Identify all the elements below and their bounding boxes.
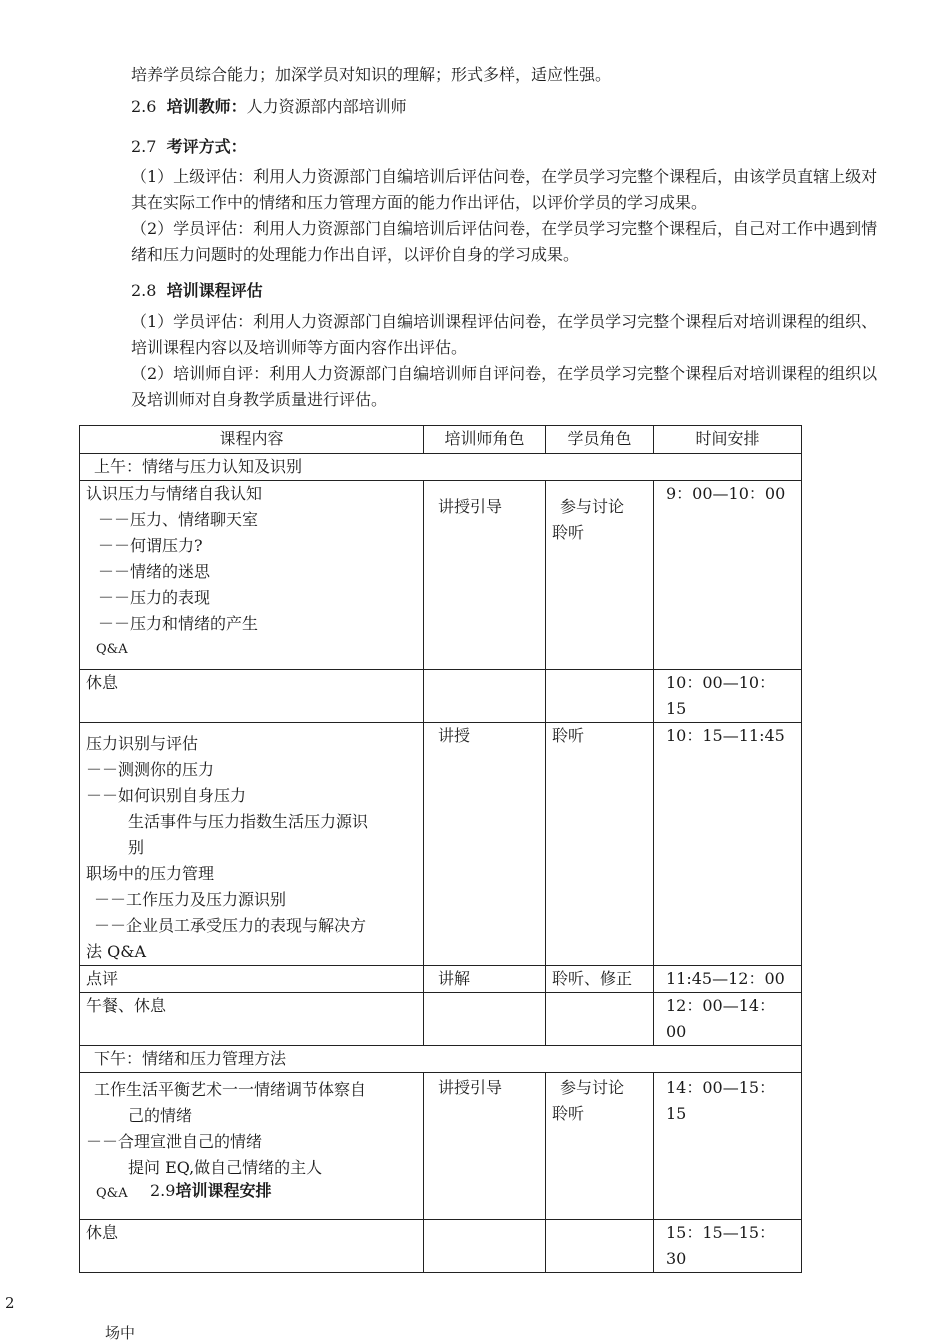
table-header-row — [80, 426, 802, 454]
table-row — [80, 723, 802, 966]
section-2-6-title: 培训教师： — [166, 97, 247, 116]
section-2-6 — [131, 94, 407, 117]
row3-line: －－测测你的压力 — [86, 760, 215, 779]
course-schedule-table — [79, 425, 802, 1273]
row1-line: －－何谓压力? — [98, 536, 203, 555]
pm-section-label: 下午：情绪和压力管理方法 — [80, 1046, 802, 1073]
row6-qa: Q&A — [96, 1186, 128, 1201]
section-2-9-heading — [150, 1178, 271, 1201]
row1-line: 认识压力与情绪自我认知 — [86, 484, 263, 503]
row6-line: 提问 EQ,做自己情绪的主人 — [128, 1158, 323, 1177]
section-2-7-heading — [131, 134, 247, 157]
row4-content: 点评 — [80, 966, 424, 993]
row3-student: 聆听 — [546, 723, 654, 966]
section-2-8-title: 培训课程评估 — [166, 281, 263, 300]
section-2-8-paragraph-1: （1）学员评估：利用人力资源部门自编培训课程评估问卷，在学员学习完整个课程后对培训课程的组织、培训课程内容以及培训师等方面内容作出评估。 — [131, 312, 878, 357]
row2-time: 10：00—10：15 — [654, 670, 802, 723]
row6-line: 工作生活平衡艺术一一情绪调节体察自 — [94, 1080, 367, 1099]
section-2-7-number: 2.7 — [131, 137, 157, 156]
table-row — [80, 481, 802, 670]
am-section-label: 上午：情绪与压力认知及识别 — [80, 454, 802, 481]
row7-content: 休息 — [80, 1220, 424, 1273]
section-2-9-title: 培训课程安排 — [175, 1181, 272, 1200]
row1-line: －－压力、情绪聊天室 — [98, 510, 259, 529]
row6-trainer: 讲授引导 — [424, 1073, 546, 1220]
section-2-7-title: 考评方式： — [166, 137, 247, 156]
row7-time: 15：15—15：30 — [654, 1220, 802, 1273]
header-student-role: 学员角色 — [546, 426, 654, 454]
table-row — [80, 966, 802, 993]
row2-content: 休息 — [80, 670, 424, 723]
table-section-row — [80, 1046, 802, 1073]
row3-line: －－如何识别自身压力 — [86, 786, 247, 805]
row3-line: 压力识别与评估 — [86, 734, 199, 753]
section-2-8-paragraph-2: （2）培训师自评：利用人力资源部门自编培训师自评问卷，在学员学习完整个课程后对培训课程的组织以及培训师对自身教学质量进行评估。 — [131, 364, 878, 409]
row1-trainer: 讲授引导 — [424, 481, 546, 670]
footer-text: 场中 — [105, 1324, 136, 1342]
row5-time: 12：00—14：00 — [654, 993, 802, 1046]
row1-student-2: 聆听 — [552, 523, 585, 542]
table-row — [80, 670, 802, 723]
header-content: 课程内容 — [80, 426, 424, 454]
row6-student — [546, 1073, 654, 1220]
table-row — [80, 993, 802, 1046]
row6-line: －－合理宣泄自己的情绪 — [86, 1132, 263, 1151]
row1-student — [546, 481, 654, 670]
row3-line: －－企业员工承受压力的表现与解决方 — [94, 916, 367, 935]
row1-time: 9：00—10：00 — [654, 481, 802, 670]
row1-qa: Q&A — [96, 642, 128, 657]
row1-line: －－压力和情绪的产生 — [98, 614, 259, 633]
intro-paragraph-end: 培养学员综合能力；加深学员对知识的理解；形式多样，适应性强。 — [131, 65, 612, 84]
row6-line: 己的情绪 — [128, 1106, 193, 1125]
section-2-6-text: 人力资源部内部培训师 — [246, 97, 407, 116]
row4-time: 11:45—12：00 — [654, 966, 802, 993]
row6-student-2: 聆听 — [552, 1104, 585, 1123]
row1-line: －－情绪的迷思 — [98, 562, 211, 581]
page-number: 2 — [5, 1294, 15, 1312]
row3-content — [80, 723, 424, 966]
section-2-7-paragraph-1: （1）上级评估：利用人力资源部门自编培训后评估问卷，在学员学习完整个课程后，由该学员直辖上级对其在实际工作中的情绪和压力管理方面的能力作出评估，以评价学员的学习成果。 — [131, 167, 878, 212]
table-section-row — [80, 454, 802, 481]
row3-line: 生活事件与压力指数生活压力源识 — [128, 812, 369, 831]
row3-line: 职场中的压力管理 — [86, 864, 215, 883]
row1-student-1: 参与讨论 — [560, 497, 625, 516]
row6-time: 14：00—15：15 — [654, 1073, 802, 1220]
table-row — [80, 1220, 802, 1273]
section-2-6-number: 2.6 — [131, 97, 157, 116]
row1-line: －－压力的表现 — [98, 588, 211, 607]
header-trainer-role: 培训师角色 — [424, 426, 546, 454]
row5-content: 午餐、休息 — [80, 993, 424, 1046]
row4-student: 聆听、修正 — [546, 966, 654, 993]
row3-line: 法 Q&A — [86, 942, 147, 961]
section-2-8-heading — [131, 278, 263, 301]
row1-content — [80, 481, 424, 670]
row6-student-1: 参与讨论 — [560, 1078, 625, 1097]
section-2-8-number: 2.8 — [131, 281, 157, 300]
row3-trainer: 讲授 — [424, 723, 546, 966]
row3-line: －－工作压力及压力源识别 — [94, 890, 287, 909]
section-2-9-number: 2.9 — [150, 1181, 176, 1200]
row3-time: 10：15—11:45 — [654, 723, 802, 966]
section-2-7-paragraph-2: （2）学员评估：利用人力资源部门自编培训后评估问卷，在学员学习完整个课程后，自己对工作中遇到情绪和压力问题时的处理能力作出自评，以评价自身的学习成果。 — [131, 219, 878, 264]
row4-trainer: 讲解 — [424, 966, 546, 993]
header-time: 时间安排 — [654, 426, 802, 454]
row3-line: 别 — [128, 838, 145, 857]
